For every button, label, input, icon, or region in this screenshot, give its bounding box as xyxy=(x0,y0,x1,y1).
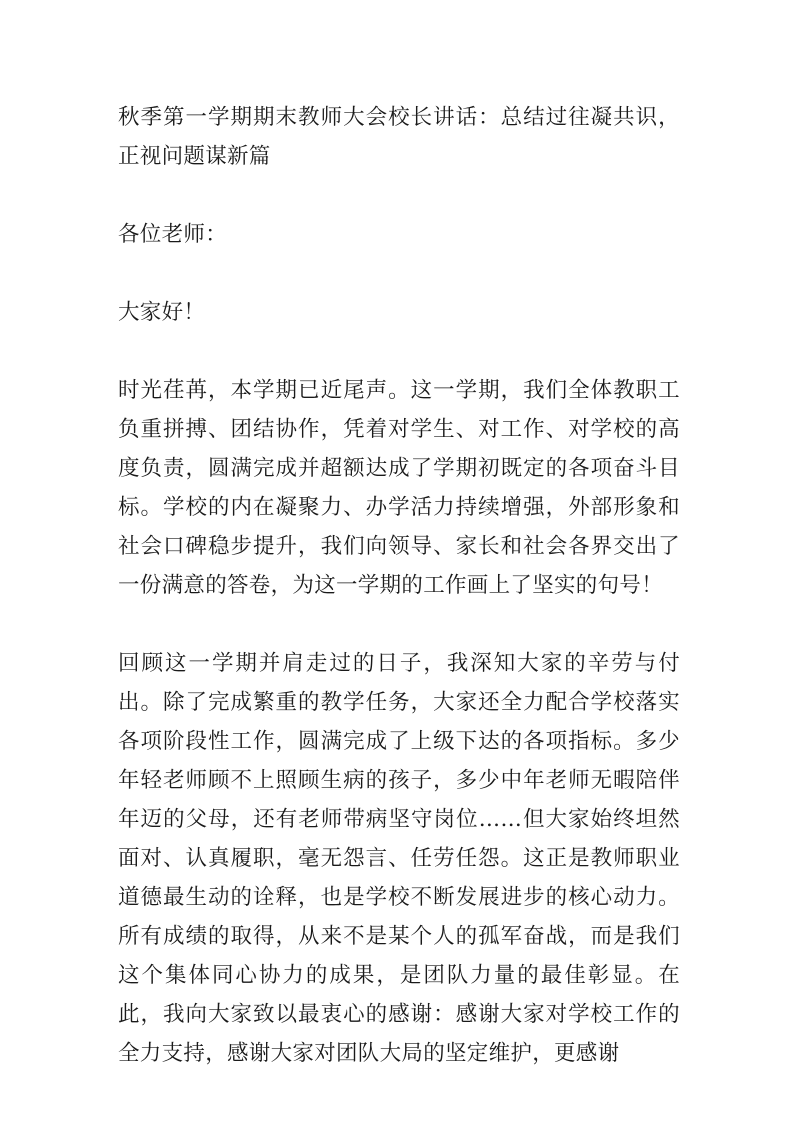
paragraph-1: 时光荏苒，本学期已近尾声。这一学期，我们全体教职工负重拼搏、团结协作，凭着对学生、对工作、对学校的高度负责，圆满完成并超额达成了学期初既定的各项奋斗目标。学校的内在凝聚力、办学活力持续增强，外部形象和社会口碑稳步提升，我们向领导、家长和社会各界交出了一份满意的答卷，为这一学期的工作画上了坚实的句号！ xyxy=(118,378,680,598)
paragraph-2: 回顾这一学期并肩走过的日子，我深知大家的辛劳与付出。除了完成繁重的教学任务，大家还全力配合学校落实各项阶段性工作，圆满完成了上级下达的各项指标。多少年轻老师顾不上照顾生病的孩子，多少中年老师无暇陪伴年迈的父母，还有老师带病坚守岗位……但大家始终坦然面对、认真履职，毫无怨言、任劳任怨。这正是教师职业道德最生动的诠释，也是学校不断发展进步的核心动力。所有成绩的取得，从来不是某个人的孤军奋战，而是我们这个集体同心协力的成果，是团队力量的最佳彰显。在此，我向大家致以最衷心的感谢：感谢大家对学校工作的全力支持，感谢大家对团队大局的坚定维护，更感谢 xyxy=(118,651,680,1066)
salutation: 各位老师： xyxy=(118,222,228,247)
document-page xyxy=(118,98,680,1112)
document-title: 秋季第一学期期末教师大会校长讲话：总结过往凝共识，正视问题谋新篇 xyxy=(118,105,680,169)
greeting: 大家好！ xyxy=(118,300,206,325)
